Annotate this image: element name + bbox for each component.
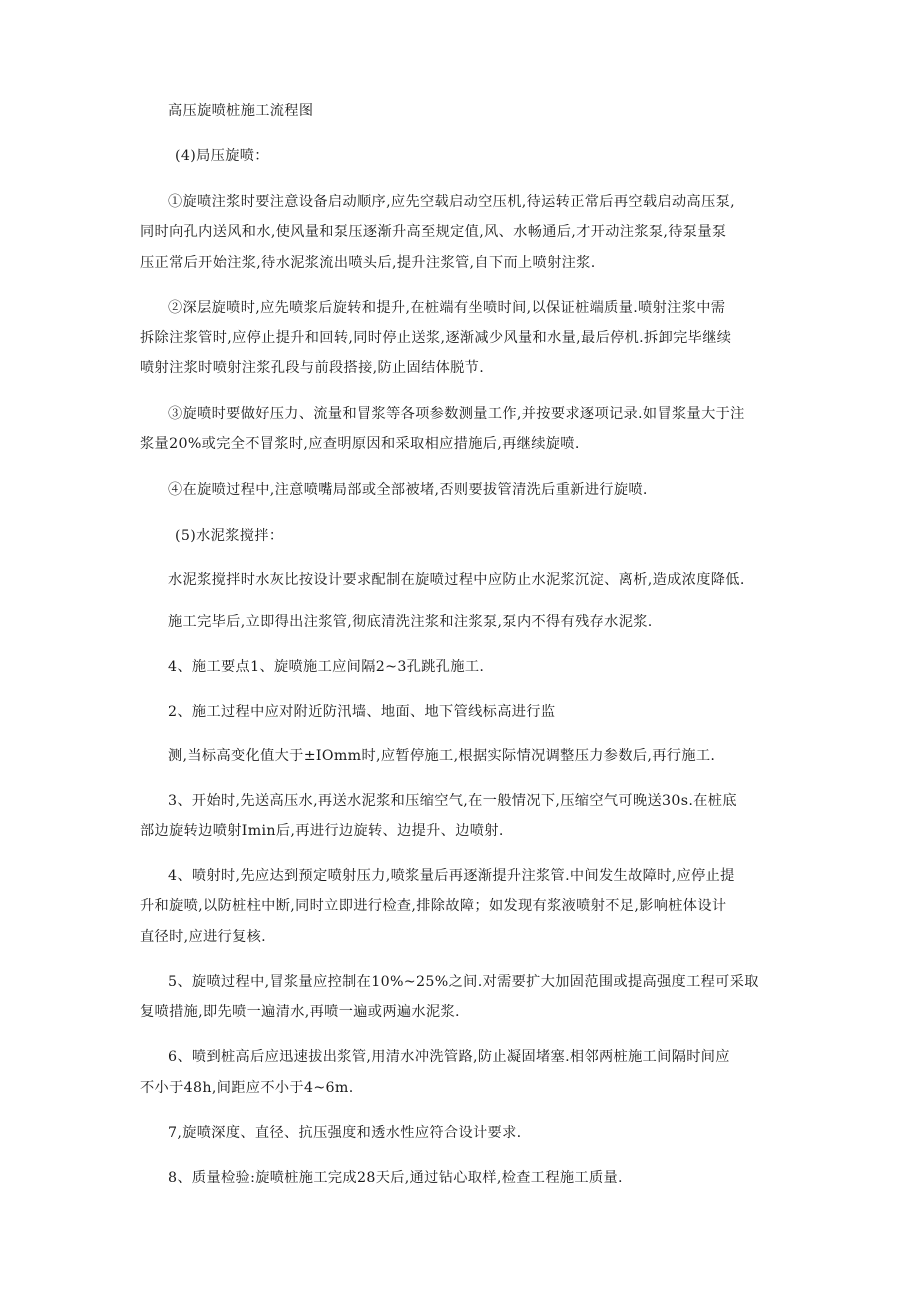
construction-point-1: 4、施工要点1、旋喷施工应间隔2~3孔跳孔施工. — [168, 659, 485, 675]
paragraph-1-line-1: ①旋喷注浆时要注意设备启动顺序,应先空载启动空压机,待运转正常后再空载启动高压泵, — [168, 194, 736, 210]
paragraph-2-line-2: 拆除注浆管时,应停止提升和回转,同时停止送浆,逐渐减少风量和水量,最后停机.拆卸完毕继续 — [140, 330, 732, 346]
construction-point-3-line-1: 3、开始时,先送高压水,再送水泥浆和压缩空气,在一般情况下,压缩空气可晚送30s.在桩底 — [168, 793, 737, 809]
construction-point-4-line-3: 直径时,应进行复核. — [140, 929, 267, 945]
paragraph-3-line-1: ③旋喷时要做好压力、流量和冒浆等各项参数测量工作,并按要求逐项记录.如冒浆量大于注 — [168, 406, 745, 422]
document-title: 高压旋喷桩施工流程图 — [168, 103, 314, 119]
section-heading-4: (4)局压旋喷： — [175, 148, 269, 164]
construction-point-4-line-1: 4、喷射时,先应达到预定喷射压力,喷浆量后再逐渐提升注浆管.中间发生故障时,应停止提 — [168, 868, 735, 884]
construction-point-8: 8、质量检验:旋喷桩施工完成28天后,通过钻心取样,检查工程施工质量. — [168, 1170, 623, 1186]
paragraph-6: 施工完毕后,立即得出注浆管,彻底清洗注浆和注浆泵,泵内不得有残存水泥浆. — [168, 614, 653, 630]
construction-point-3-line-2: 部边旋转边喷射Imin后,再进行边旋转、边提升、边喷射. — [140, 823, 504, 839]
paragraph-2-line-1: ②深层旋喷时,应先喷浆后旋转和提升,在桩端有坐喷时间,以保证桩端质量.喷射注浆中需 — [168, 300, 726, 316]
construction-point-6-line-1: 6、喷到桩高后应迅速拔出浆管,用清水冲洗管路,防止凝固堵塞.相邻两桩施工间隔时间应 — [168, 1049, 730, 1065]
construction-point-2-line-1: 2、施工过程中应对附近防汛墙、地面、地下管线标高进行监 — [168, 704, 556, 720]
construction-point-5-line-2: 复喷措施,即先喷一遍清水,再喷一遍或两遍水泥浆. — [140, 1004, 460, 1020]
paragraph-1-line-2: 同时向孔内送风和水,使风量和泵压逐渐升高至规定值,风、水畅通后,才开动注浆泵,待泵量泵 — [140, 224, 727, 240]
construction-point-4-line-2: 升和旋喷,以防桩柱中断,同时立即进行检查,排除故障；如发现有浆液喷射不足,影响桩体设计 — [140, 898, 727, 914]
paragraph-3-line-2: 浆量20%或完全不冒浆时,应查明原因和采取相应措施后,再继续旋喷. — [140, 436, 580, 452]
section-heading-5: (5)水泥浆搅拌： — [175, 528, 284, 544]
paragraph-2-line-3: 喷射注浆时喷射注浆孔段与前段搭接,防止固结体脱节. — [140, 360, 485, 376]
paragraph-5: 水泥浆搅拌时水灰比按设计要求配制在旋喷过程中应防止水泥浆沉淀、离析,造成浓度降低. — [168, 572, 745, 588]
paragraph-1-line-3: 压正常后开始注浆,待水泥浆流出喷头后,提升注浆管,自下而上喷射注浆. — [140, 255, 596, 271]
construction-point-2-line-2: 测,当标高变化值大于±IOmm时,应暂停施工,根据实际情况调整压力参数后,再行施工. — [168, 748, 716, 764]
paragraph-4: ④在旋喷过程中,注意喷嘴局部或全部被堵,否则要拔管清洗后重新进行旋喷. — [168, 482, 648, 498]
construction-point-6-line-2: 不小于48h,间距应不小于4~6m. — [140, 1080, 354, 1096]
construction-point-5-line-1: 5、旋喷过程中,冒浆量应控制在10%~25%之间.对需要扩大加固范围或提高强度工程可采取 — [168, 974, 759, 990]
construction-point-7: 7,旋喷深度、直径、抗压强度和透水性应符合设计要求. — [168, 1125, 522, 1141]
